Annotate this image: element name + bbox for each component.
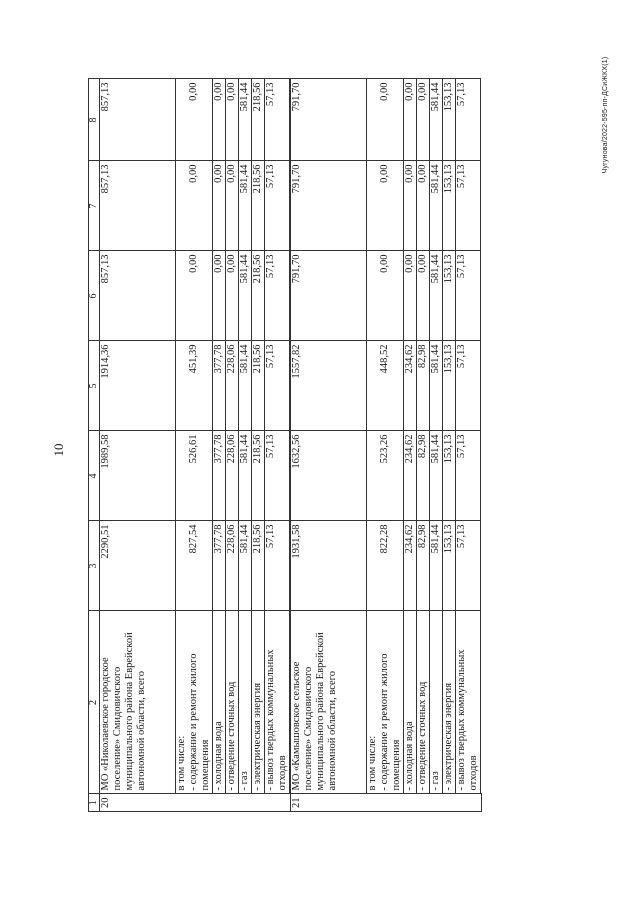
column-number: 5 [89,341,100,431]
column-number: 6 [89,251,100,341]
breakdown-value: 581,44 [430,521,443,611]
breakdown-value: 218,56 [252,341,265,431]
breakdown-row [367,79,404,812]
breakdown-value: 57,13 [456,521,481,611]
breakdown-label: - содержание и ремонт жилого помещения [188,653,211,791]
breakdown-value: 526,61 [176,431,213,521]
breakdown-value: 377,78 [213,341,226,431]
municipality-title: МО «Камышовское сельское поселение» Смидовичского муниципального района Еврейской автономной области, всего [291,611,367,794]
breakdown-value: 0,00 [176,251,213,341]
breakdown-value: 0,00 [417,161,430,251]
total-value: 791,70 [291,251,367,341]
total-value: 791,70 [291,161,367,251]
breakdown-label-cell [239,611,252,794]
breakdown-value: 57,13 [265,341,290,431]
total-value: 1914,36 [100,341,176,431]
breakdown-value: 153,13 [443,79,456,161]
breakdown-value: 581,44 [239,161,252,251]
breakdown-value: 0,00 [417,79,430,161]
breakdown-row [417,79,430,812]
column-number: 8 [89,79,100,161]
breakdown-value: 822,28 [367,521,404,611]
breakdown-row [226,79,239,812]
breakdown-value: 0,00 [226,161,239,251]
breakdown-row [443,79,456,812]
breakdown-label-cell [443,611,456,794]
total-value: 2290,51 [100,521,176,611]
subheader-label: в том числе: [367,735,378,791]
breakdown-value: 234,62 [404,431,417,521]
breakdown-value: 57,13 [265,79,290,161]
breakdown-value: 581,44 [430,79,443,161]
breakdown-value: 0,00 [367,79,404,161]
column-number: 4 [89,431,100,521]
breakdown-row [430,79,443,812]
subsidy-table [88,79,482,813]
breakdown-value: 218,56 [252,161,265,251]
breakdown-row [239,79,252,812]
breakdown-label-cell [404,611,417,794]
spacer-cell [481,521,482,611]
breakdown-value: 153,13 [443,341,456,431]
breakdown-value: 82,98 [417,341,430,431]
spacer-row [481,79,482,812]
column-number: 2 [89,611,100,794]
breakdown-value: 234,62 [404,341,417,431]
breakdown-value: 581,44 [430,251,443,341]
breakdown-label-cell [430,611,443,794]
breakdown-value: 57,13 [265,521,290,611]
breakdown-row [404,79,417,812]
breakdown-label: - содержание и ремонт жилого помещения [379,653,402,791]
breakdown-value: 0,00 [404,161,417,251]
breakdown-value: 228,06 [226,431,239,521]
breakdown-label-cell [252,611,265,794]
breakdown-value: 581,44 [239,341,252,431]
breakdown-label: - вывоз твердых коммунальных отходов [265,649,288,791]
breakdown-label-cell [226,611,239,794]
breakdown-row [252,79,265,812]
spacer-cell [481,611,482,794]
breakdown-value: 218,56 [252,521,265,611]
breakdown-value: 57,13 [456,161,481,251]
breakdown-value: 581,44 [430,161,443,251]
total-value: 791,70 [291,79,367,161]
spacer-cell [481,341,482,431]
breakdown-row [213,79,226,812]
column-number: 3 [89,521,100,611]
subheader-label: в том числе: [176,735,187,791]
breakdown-label: - вывоз твердых коммунальных отходов [456,649,479,791]
breakdown-value: 0,00 [213,79,226,161]
column-number: 1 [89,794,100,812]
breakdown-label-cell [367,611,404,794]
breakdown-label-cell [213,611,226,794]
breakdown-value: 581,44 [430,341,443,431]
breakdown-value: 228,06 [226,341,239,431]
breakdown-value: 581,44 [239,251,252,341]
column-number-row [89,79,100,812]
breakdown-value: 0,00 [417,251,430,341]
breakdown-value: 581,44 [239,521,252,611]
breakdown-value: 57,13 [456,79,481,161]
row-index: 20 [100,794,291,812]
breakdown-value: 377,78 [213,431,226,521]
breakdown-value: 57,13 [456,341,481,431]
breakdown-value: 218,56 [252,79,265,161]
breakdown-label: - электрическая энергия [252,682,263,791]
breakdown-value: 57,13 [456,431,481,521]
breakdown-label: - газ [430,771,441,791]
breakdown-value: 0,00 [226,251,239,341]
breakdown-value: 0,00 [213,251,226,341]
breakdown-value: 57,13 [265,161,290,251]
breakdown-label: - газ [239,771,250,791]
breakdown-value: 827,54 [176,521,213,611]
breakdown-value: 0,00 [176,79,213,161]
breakdown-label: - электрическая энергия [443,682,454,791]
breakdown-value: 228,06 [226,521,239,611]
breakdown-value: 0,00 [176,161,213,251]
breakdown-value: 218,56 [252,431,265,521]
breakdown-label-cell [417,611,430,794]
breakdown-value: 0,00 [367,161,404,251]
breakdown-label-cell [176,611,213,794]
breakdown-row [265,79,290,812]
breakdown-value: 153,13 [443,431,456,521]
total-value: 1989,58 [100,431,176,521]
total-value: 1557,82 [291,341,367,431]
breakdown-label: - холодная вода [213,721,224,791]
page-number: 10 [51,443,66,457]
breakdown-value: 153,13 [443,521,456,611]
group-total-row [291,79,367,812]
column-number: 7 [89,161,100,251]
breakdown-label-cell [456,611,481,794]
breakdown-value: 218,56 [252,251,265,341]
municipality-title: МО «Николаевское городское поселение» Смидовичского муниципального района Еврейской автономной области, всего [100,611,176,794]
breakdown-value: 0,00 [367,251,404,341]
breakdown-value: 57,13 [456,251,481,341]
breakdown-value: 57,13 [265,431,290,521]
spacer-cell [481,79,482,161]
breakdown-value: 448,52 [367,341,404,431]
file-reference: Чугунова/2022-595-пп-ДСиЖКХ(1) [602,56,609,174]
spacer-cell [481,251,482,341]
row-index: 21 [291,794,482,812]
total-value: 857,13 [100,251,176,341]
breakdown-value: 377,78 [213,521,226,611]
breakdown-value: 82,98 [417,431,430,521]
breakdown-value: 581,44 [239,431,252,521]
group-total-row [100,79,176,812]
breakdown-value: 581,44 [239,79,252,161]
breakdown-value: 234,62 [404,521,417,611]
total-value: 1632,56 [291,431,367,521]
breakdown-row [456,79,481,812]
total-value: 857,13 [100,79,176,161]
breakdown-label-cell [265,611,290,794]
breakdown-value: 523,26 [367,431,404,521]
total-value: 857,13 [100,161,176,251]
breakdown-value: 0,00 [404,251,417,341]
breakdown-value: 82,98 [417,521,430,611]
breakdown-value: 0,00 [213,161,226,251]
total-value: 1931,58 [291,521,367,611]
table-body [100,79,482,812]
breakdown-value: 153,13 [443,161,456,251]
breakdown-value: 153,13 [443,251,456,341]
breakdown-value: 581,44 [430,431,443,521]
breakdown-value: 451,39 [176,341,213,431]
breakdown-label: - холодная вода [404,721,415,791]
breakdown-value: 0,00 [226,79,239,161]
breakdown-label: - отведение сточных вод [417,681,428,791]
breakdown-value: 57,13 [265,251,290,341]
breakdown-label: - отведение сточных вод [226,681,237,791]
breakdown-row [176,79,213,812]
breakdown-value: 0,00 [404,79,417,161]
spacer-cell [481,431,482,521]
spacer-cell [481,161,482,251]
